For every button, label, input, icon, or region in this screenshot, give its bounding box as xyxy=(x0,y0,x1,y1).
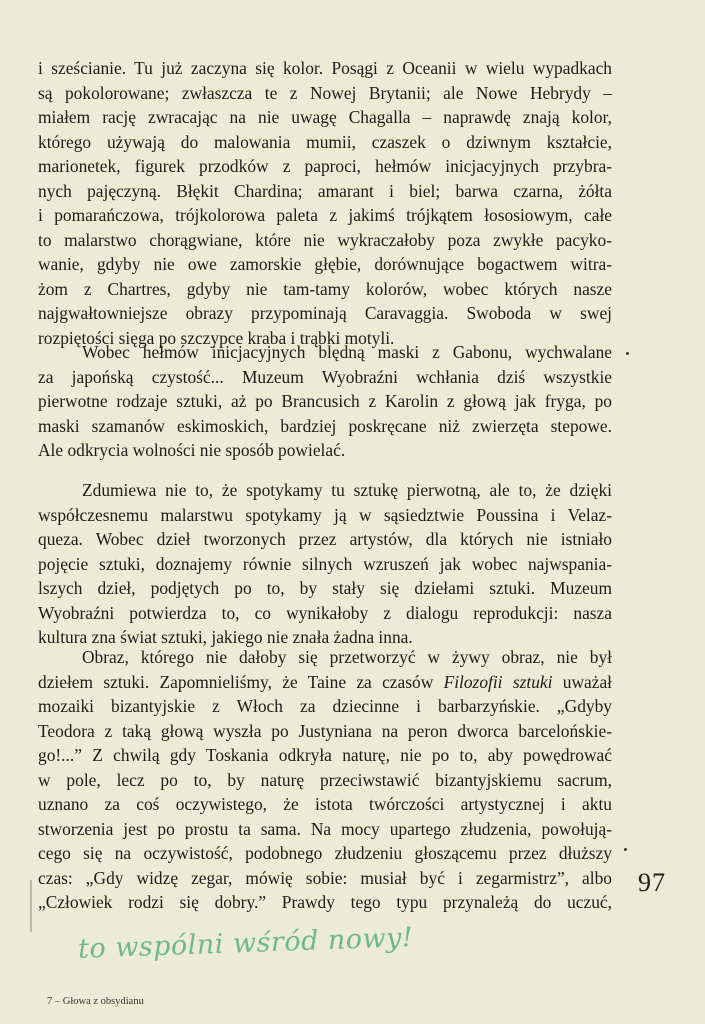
text-line: nych pajęczyną. Błękit Chardina; amarant i biel; barwa czarna, żółta xyxy=(38,180,612,201)
text-line: Zdumiewa nie to, że spotykamy tu sztukę pierwotną, ale to, że dzięki xyxy=(82,480,612,500)
signature-footer: 7 – Głowa z obsydianu xyxy=(47,996,144,1007)
paragraph-1 xyxy=(38,56,612,350)
margin-pencil-mark xyxy=(30,880,32,932)
text-line: uznano za coś oczywistego, że istota twórczości artystycznej i aktu xyxy=(38,794,612,814)
text-line: to malarstwo chorągwiane, które nie wykraczałoby poza zwykłe pacyko- xyxy=(38,229,612,250)
text-line: pojęcie sztuki, doznajemy równie silnych wzruszeń jak wobec najwspania- xyxy=(38,553,612,574)
text-line: rozpiętości sięga po szczypce kraba i trąbki motyli. xyxy=(38,327,395,348)
text-line: stworzenia jest po prostu ta sama. Na mocy upartego złudzenia, powołują- xyxy=(38,818,612,839)
text-line xyxy=(38,670,612,695)
text-line: go!...” Z chwilą gdy Toskania odkryła naturę, nie po to, aby powędrować xyxy=(38,745,612,765)
text-line: wanie, gdyby nie owe zamorskie głębie, dorównujące bogactwem witra- xyxy=(38,254,612,274)
speck-mark xyxy=(626,352,629,355)
text-line: Teodora z taką głową wyszła po Justyniana na peron dworca barcelońskie- xyxy=(38,720,612,741)
text-line: Wyobraźni potwierdza to, co wynikałoby z dialogu reprodukcji: nasza xyxy=(38,602,612,623)
text-segment: uważał xyxy=(552,671,613,692)
paragraph-3 xyxy=(38,478,612,650)
paragraph-2 xyxy=(38,340,612,463)
page-number: 97 xyxy=(638,868,666,897)
text-line: kultura zna świat sztuki, jakiego nie znała żadna inna. xyxy=(38,627,413,647)
text-line: w pole, lecz po to, by naturę przeciwstawić bizantyjskiemu sacrum, xyxy=(38,769,612,790)
text-line: Obraz, którego nie dałoby się przetworzyć w żywy obraz, nie był xyxy=(82,647,612,667)
text-line: najgwałtowniejsze obrazy przypominają Caravaggia. Swoboda w swej xyxy=(38,303,612,323)
text-line: i pomarańczowa, trójkolorowa paleta z jakimś trójkątem łososiowym, całe xyxy=(38,205,612,225)
text-line: queza. Wobec dzieł tworzonych przez artystów, dla których nie istniało xyxy=(38,529,612,549)
text-line: mozaiki bizantyjskie z Włoch za dziecinne i barbarzyńskie. „Gdyby xyxy=(38,696,612,716)
text-line: są pokolorowane; zwłaszcza te z Nowej Brytanii; ale Nowe Hebrydy – xyxy=(38,82,612,103)
handwritten-note: to wspólni wśród nowy! xyxy=(77,922,414,965)
text-line: cego się na oczywistość, podobnego złudzeniu głoszącemu przez dłuższy xyxy=(38,843,612,863)
text-line: współczesnemu malarstwu spotykamy ją w sąsiedztwie Poussina i Velaz- xyxy=(38,504,612,525)
text-line: marionetek, figurek przodków z paproci, hełmów inicjacyjnych przybra- xyxy=(38,156,612,176)
text-line: czas: „Gdy widzę zegar, mówię sobie: musiał być i zegarmistrz”, albo xyxy=(38,867,612,888)
text-line: Ale odkrycia wolności nie sposób powielać. xyxy=(38,440,346,460)
text-line: którego używają do malowania mumii, czaszek o dziwnym kształcie, xyxy=(38,131,612,152)
book-title-italic: Filozofii sztuki xyxy=(443,671,553,692)
text-line: żom z Chartres, gdyby nie tam-tamy kolorów, wobec których nasze xyxy=(38,278,612,299)
text-line: Wobec hełmów inicjacyjnych blędną maski z Gabonu, wychwalane xyxy=(82,342,612,362)
text-line: lszych dzieł, podjętych po to, by stały się dziełami sztuki. Muzeum xyxy=(38,578,612,598)
text-line: „Człowiek rodzi się dobry.” Prawdy tego typu przynależą do uczuć, xyxy=(38,892,612,912)
text-segment: dziełem sztuki. Zapomnieliśmy, że Taine za czasów xyxy=(38,671,444,692)
text-line: maski szamanów eskimoskich, bardziej poskręcane niż zwierzęta stepowe. xyxy=(38,415,612,436)
speck-mark xyxy=(624,848,627,851)
text-line: miałem rację zwracając na nie uwagę Chagalla – naprawdę znają kolor, xyxy=(38,107,612,127)
text-line: i sześcianie. Tu już zaczyna się kolor. Posągi z Oceanii w wielu wypadkach xyxy=(38,58,612,78)
paragraph-4 xyxy=(38,645,612,915)
text-line: za japońską czystość... Muzeum Wyobraźni wchłania dziś wszystkie xyxy=(38,366,612,387)
text-line: pierwotne rodzaje sztuki, aż po Brancusich z Karolin z głową jak fryga, po xyxy=(38,391,612,411)
